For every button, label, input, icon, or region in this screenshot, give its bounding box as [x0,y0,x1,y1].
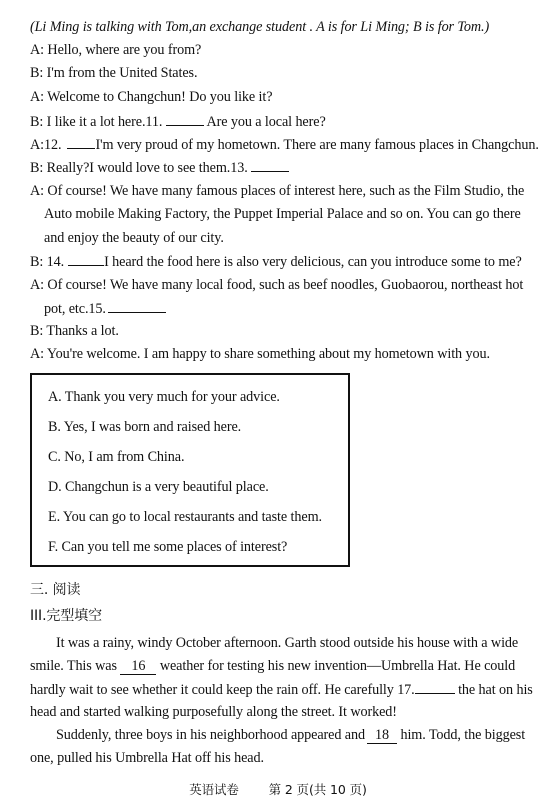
passage-line [30,679,534,700]
dialogue-text: I heard the food here is also very delicious, can you introduce some to me? [104,254,522,270]
option-c: C. No, I am from China. [48,449,185,465]
dialogue-line: A: Hello, where are you from? [30,42,202,58]
dialogue-line [30,157,534,178]
passage-line: It was a rainy, windy October afternoon. Garth stood outside his house with a wide [56,635,519,651]
answer-blank-13[interactable] [251,157,289,172]
option-e: E. You can go to local restaurants and taste them. [48,509,322,525]
dialogue-line: A: Of course! We have many famous places of interest here, such as the Film Studio, the [30,183,525,199]
answer-blank-11[interactable] [166,111,204,126]
passage-line: head and started walking purposefully along the street. It worked! [30,704,397,720]
dialogue-intro: (Li Ming is talking with Tom,an exchange student . A is for Li Ming; B is for Tom.) [30,19,490,35]
cloze-blank-18[interactable]: 18 [367,727,397,744]
passage-line: one, pulled his Umbrella Hat off his head. [30,750,264,766]
answer-blank-14[interactable] [68,251,104,266]
dialogue-line: B: I'm from the United States. [30,65,198,81]
options-box [30,373,350,567]
dialogue-line: A: Welcome to Changchun! Do you like it? [30,89,273,105]
dialogue-text: Are you a local here? [206,114,326,130]
dialogue-line [44,298,534,319]
dialogue-line: A: Of course! We have many local food, such as beef noodles, Guobaorou, northeast hot [30,277,524,293]
dialogue-text: A:12. [30,137,62,153]
dialogue-line: B: Thanks a lot. [30,323,119,339]
dialogue-line: A: You're welcome. I am happy to share something about my hometown with you. [30,346,490,362]
answer-blank-12[interactable] [67,134,95,149]
dialogue-text: B: Really?I would love to see them.13. [30,160,248,176]
passage-line [30,725,534,745]
dialogue-text: B: 14. [30,254,65,270]
footer-page-number: 第 2 页(共 10 页) [268,782,367,797]
section-heading: 三. 阅读 [30,582,81,598]
dialogue-text: I'm very proud of my hometown. There are many famous places in Changchun. [95,137,539,153]
dialogue-line: and enjoy the beauty of our city. [44,230,224,246]
footer-subject: 英语试卷 [189,782,239,797]
dialogue-text: B: I like it a lot here.11. [30,114,163,130]
option-b: B. Yes, I was born and raised here. [48,419,242,435]
cloze-blank-17[interactable] [415,679,455,694]
dialogue-line [30,251,534,272]
section-subheading: III.完型填空 [30,608,103,624]
cloze-blank-16[interactable]: 16 [120,658,156,675]
passage-text: weather for testing his new invention—Umbrella Hat. He could [159,658,516,674]
answer-blank-15[interactable] [108,298,166,313]
dialogue-line [30,134,539,155]
passage-line [30,656,534,676]
option-a: A. Thank you very much for your advice. [48,389,280,405]
option-d: D. Changchun is a very beautiful place. [48,479,269,495]
passage-text: the hat on his [458,682,533,698]
passage-text: him. Todd, the biggest [400,727,526,743]
passage-text: Suddenly, three boys in his neighborhood appeared and [56,727,365,743]
page-footer [0,780,556,798]
dialogue-text: pot, etc.15. [44,301,106,317]
dialogue-line: Auto mobile Making Factory, the Puppet Imperial Palace and so on. You can go there [44,206,521,222]
passage-text: hardly wait to see whether it could keep the rain off. He carefully 17. [30,682,415,698]
dialogue-line [30,111,534,132]
option-f: F. Can you tell me some places of interest? [48,539,288,555]
passage-text: smile. This was [30,658,117,674]
